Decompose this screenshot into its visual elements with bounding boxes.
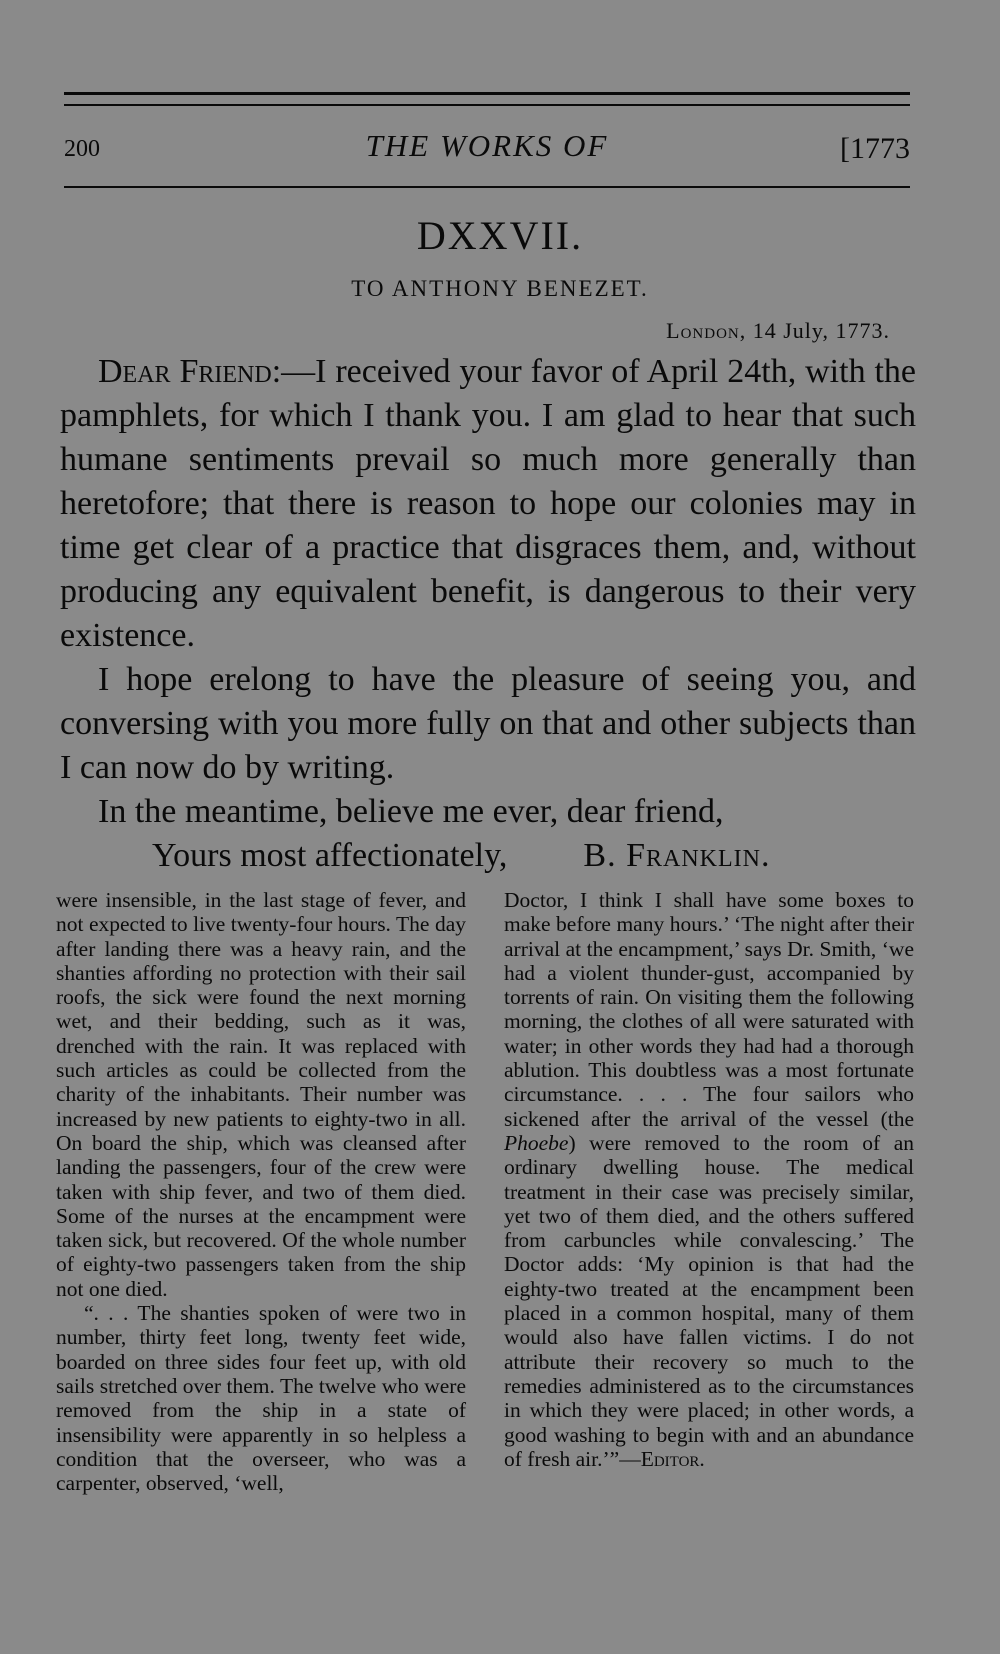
note-paragraph: “. . . The shanties spoken of were two in number, thirty feet long, twenty feet wide, boarded on three sides four feet up, with old sails stretched over them. The twelve who were removed from the ship in a state of insensibility were apparently in so helpless a condition that the overseer, who was a carpenter, observed, ‘well, bbox=[56, 1301, 466, 1496]
header-rule bbox=[64, 186, 910, 188]
dateline-date: 14 July, 1773. bbox=[752, 318, 890, 343]
letter-body bbox=[60, 350, 916, 878]
top-rule bbox=[64, 92, 910, 95]
running-head bbox=[64, 128, 910, 172]
note-column-right bbox=[504, 888, 914, 1471]
note-column-left bbox=[56, 888, 466, 1495]
note-text: ) were removed to the room of an ordinary dwelling house. The medical treatment in their case was precisely similar, yet two of them died, and the others suffered from carbuncles while convalescing.’ The Doctor adds: ‘My opinion is that had the eighty-two treated at the encampment been placed in a common hospital, many of them would also have fallen victims. I do not attribute their recovery so much to the remedies administered as to the circumstances in which they were placed; in other words, a good washing to begin with and an abundance of fresh air.’”— bbox=[504, 1130, 914, 1471]
letter-dateline bbox=[666, 318, 890, 344]
editor-credit: Editor. bbox=[640, 1446, 705, 1471]
page-number: 200 bbox=[64, 136, 100, 162]
letter-number: DXXVII. bbox=[416, 213, 584, 258]
note-paragraph: were insensible, in the last stage of fever, and not expected to live twenty-four hours. The day after landing there was a heavy rain, and the shanties affording no protection with their sail roofs, the sick were found the next morning wet, and their bedding, such as it was, drenched with the rain. It was replaced with such articles as could be collected from the charity of the inhabitants. Their number was increased by new patients to eighty-two in all. On board the ship, which was cleansed after landing the passengers, four of the crew were taken with ship fever, and two of them died. Some of the nurses at the encampment were taken sick, but recovered. Of the whole number of eighty-two passengers taken from the ship not one died. bbox=[56, 888, 466, 1301]
running-title: THE WORKS OF bbox=[365, 128, 609, 163]
letter-paragraph: In the meantime, believe me ever, dear friend, bbox=[98, 793, 724, 830]
letter-paragraph-text: —I received your favor of April 24th, with the pamphlets, for which I thank you. I am glad to hear that such humane sentiments prevail so much more generally than heretofore; that there is reason to hope our colonies may in time get clear of a practice that disgraces them, and, without producing any equivalent benefit, is dangerous to their very existence. bbox=[60, 353, 917, 654]
letter-paragraph: I hope erelong to have the pleasure of seeing you, and conversing with you more fully on that and other subjects than I can now do by writing. bbox=[60, 661, 916, 786]
note-text: Doctor, I think I shall have some boxes to make before many hours.’ ‘The night after their arrival at the encampment,’ says Dr. Smith, ‘we had a violent thunder-gust, accompanied by torrents of rain. On visiting them the following morning, the clothes of all were saturated with water; in other words they had had a thorough ablution. This doubtless was a most fortunate circumstance. . . . The four sailors who sickened after the arrival of the vessel (the bbox=[504, 888, 914, 1131]
ship-name: Phoebe bbox=[504, 1130, 569, 1155]
top-rule-thin bbox=[64, 104, 910, 106]
letter-closing-line bbox=[60, 834, 916, 878]
salutation: Dear Friend: bbox=[98, 353, 282, 390]
running-year: [1773 bbox=[840, 132, 910, 165]
editor-note bbox=[56, 888, 918, 1628]
note-paragraph bbox=[504, 888, 914, 1471]
dateline-place: London, bbox=[666, 318, 747, 343]
letter-paragraph bbox=[60, 350, 916, 658]
signature: B. Franklin. bbox=[583, 837, 771, 874]
letter-addressee: TO ANTHONY BENEZET. bbox=[351, 276, 649, 301]
closing: Yours most affectionately, bbox=[152, 837, 508, 874]
